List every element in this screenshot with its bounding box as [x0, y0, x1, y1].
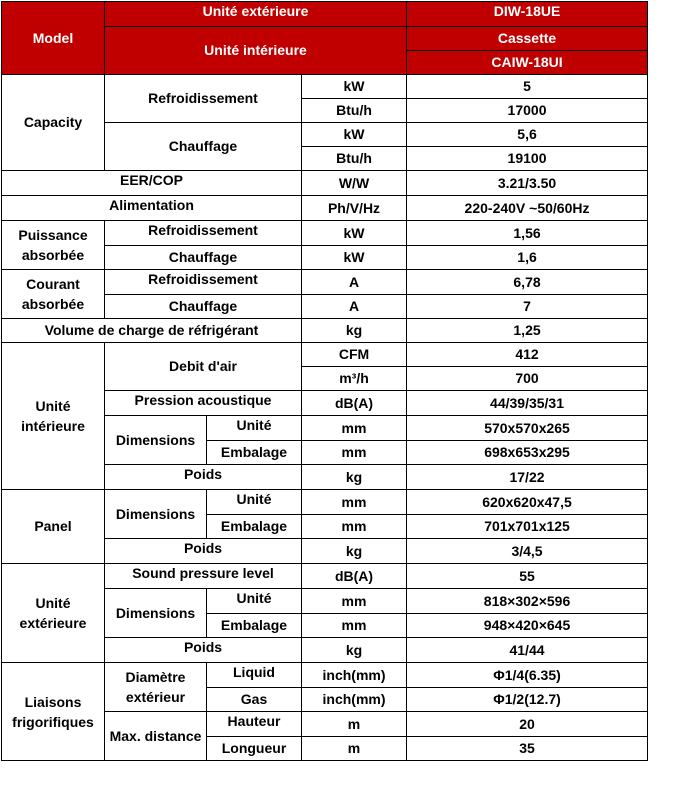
unit-cell: m	[302, 737, 407, 761]
indoor-type-value: Cassette	[407, 27, 648, 51]
outdoor-model-value: DIW-18UE	[407, 2, 648, 27]
unit-cell: kg	[302, 638, 407, 663]
table-row	[2, 75, 648, 99]
value-cell: 701x701x125	[407, 515, 648, 539]
panel-label: Panel	[2, 490, 105, 564]
unit-cell: inch(mm)	[302, 663, 407, 688]
gas-label: Gas	[207, 688, 302, 712]
unit-cell: A	[302, 270, 407, 295]
value-cell: 3.21/3.50	[407, 171, 648, 196]
unit-cell: CFM	[302, 343, 407, 367]
unit-cell: kg	[302, 319, 407, 343]
capacity-label: Capacity	[2, 75, 105, 171]
outdoor-dim-unit-label: Unité	[207, 589, 302, 614]
eer-cop-label: EER/COP	[2, 171, 302, 196]
indoor-dimensions-label: Dimensions	[105, 416, 207, 465]
model-header: Model	[2, 2, 105, 75]
length-label: Longueur	[207, 737, 302, 761]
unit-cell: Ph/V/Hz	[302, 196, 407, 221]
panel-dim-packing-label: Embalage	[207, 515, 302, 539]
capacity-cooling-label: Refroidissement	[105, 75, 302, 123]
value-cell: 1,56	[407, 221, 648, 246]
unit-cell: inch(mm)	[302, 688, 407, 712]
value-cell: 412	[407, 343, 648, 367]
power-input-heating-label: Chauffage	[105, 246, 302, 270]
value-cell: 948×420×645	[407, 614, 648, 638]
value-cell: 5,6	[407, 123, 648, 147]
unit-cell: mm	[302, 416, 407, 441]
indoor-dim-unit-label: Unité	[207, 416, 302, 441]
table-row	[2, 196, 648, 221]
value-cell: 35	[407, 737, 648, 761]
indoor-weight-label: Poids	[105, 465, 302, 490]
unit-cell: kW	[302, 123, 407, 147]
value-cell: 41/44	[407, 638, 648, 663]
indoor-unit-header: Unité intérieure	[105, 27, 407, 75]
table-row	[2, 221, 648, 246]
capacity-heating-label: Chauffage	[105, 123, 302, 171]
outer-diameter-label: Diamètre extérieur	[105, 663, 207, 712]
table-row	[2, 663, 648, 688]
outdoor-weight-label: Poids	[105, 638, 302, 663]
unit-cell: kW	[302, 75, 407, 99]
indoor-model-value: CAIW-18UI	[407, 51, 648, 75]
indoor-sound-pressure-label: Pression acoustique	[105, 391, 302, 416]
power-input-label: Puissance absorbée	[2, 221, 105, 270]
value-cell: 7	[407, 295, 648, 319]
value-cell: 19100	[407, 147, 648, 171]
unit-cell: Btu/h	[302, 147, 407, 171]
value-cell: 220-240V ~50/60Hz	[407, 196, 648, 221]
spec-table	[1, 1, 648, 761]
unit-cell: Btu/h	[302, 99, 407, 123]
unit-cell: mm	[302, 441, 407, 465]
indoor-dim-packing-label: Embalage	[207, 441, 302, 465]
outdoor-dim-packing-label: Embalage	[207, 614, 302, 638]
airflow-label: Debit d'air	[105, 343, 302, 391]
outdoor-sound-pressure-label: Sound pressure level	[105, 564, 302, 589]
value-cell: Φ1/2(12.7)	[407, 688, 648, 712]
panel-dim-unit-label: Unité	[207, 490, 302, 515]
panel-weight-label: Poids	[105, 539, 302, 564]
unit-cell: kg	[302, 465, 407, 490]
current-input-cooling-label: Refroidissement	[105, 270, 302, 295]
indoor-unit-label: Unité intérieure	[2, 343, 105, 490]
table-row	[2, 564, 648, 589]
table-row	[2, 490, 648, 515]
power-supply-label: Alimentation	[2, 196, 302, 221]
value-cell: 700	[407, 367, 648, 391]
value-cell: 698x653x295	[407, 441, 648, 465]
header-row-outdoor	[2, 2, 648, 27]
value-cell: 17000	[407, 99, 648, 123]
current-input-label: Courant absorbée	[2, 270, 105, 319]
outdoor-unit-header: Unité extérieure	[105, 2, 407, 27]
power-input-cooling-label: Refroidissement	[105, 221, 302, 246]
value-cell: 1,25	[407, 319, 648, 343]
table-row	[2, 319, 648, 343]
unit-cell: dB(A)	[302, 564, 407, 589]
refrigerant-charge-label: Volume de charge de réfrigérant	[2, 319, 302, 343]
value-cell: Φ1/4(6.35)	[407, 663, 648, 688]
unit-cell: m³/h	[302, 367, 407, 391]
liquid-label: Liquid	[207, 663, 302, 688]
value-cell: 55	[407, 564, 648, 589]
value-cell: 3/4,5	[407, 539, 648, 564]
unit-cell: kW	[302, 221, 407, 246]
outdoor-dimensions-label: Dimensions	[105, 589, 207, 638]
value-cell: 5	[407, 75, 648, 99]
unit-cell: m	[302, 712, 407, 737]
table-row	[2, 343, 648, 367]
value-cell: 818×302×596	[407, 589, 648, 614]
max-distance-label: Max. distance	[105, 712, 207, 761]
piping-label: Liaisons frigorifiques	[2, 663, 105, 761]
value-cell: 44/39/35/31	[407, 391, 648, 416]
unit-cell: kW	[302, 246, 407, 270]
current-input-heating-label: Chauffage	[105, 295, 302, 319]
panel-dimensions-label: Dimensions	[105, 490, 207, 539]
table-row	[2, 171, 648, 196]
unit-cell: W/W	[302, 171, 407, 196]
unit-cell: kg	[302, 539, 407, 564]
height-label: Hauteur	[207, 712, 302, 737]
value-cell: 17/22	[407, 465, 648, 490]
value-cell: 1,6	[407, 246, 648, 270]
unit-cell: A	[302, 295, 407, 319]
unit-cell: mm	[302, 614, 407, 638]
unit-cell: mm	[302, 589, 407, 614]
value-cell: 570x570x265	[407, 416, 648, 441]
value-cell: 6,78	[407, 270, 648, 295]
unit-cell: mm	[302, 490, 407, 515]
table-row	[2, 270, 648, 295]
value-cell: 620x620x47,5	[407, 490, 648, 515]
unit-cell: mm	[302, 515, 407, 539]
outdoor-unit-label: Unité extérieure	[2, 564, 105, 663]
value-cell: 20	[407, 712, 648, 737]
unit-cell: dB(A)	[302, 391, 407, 416]
